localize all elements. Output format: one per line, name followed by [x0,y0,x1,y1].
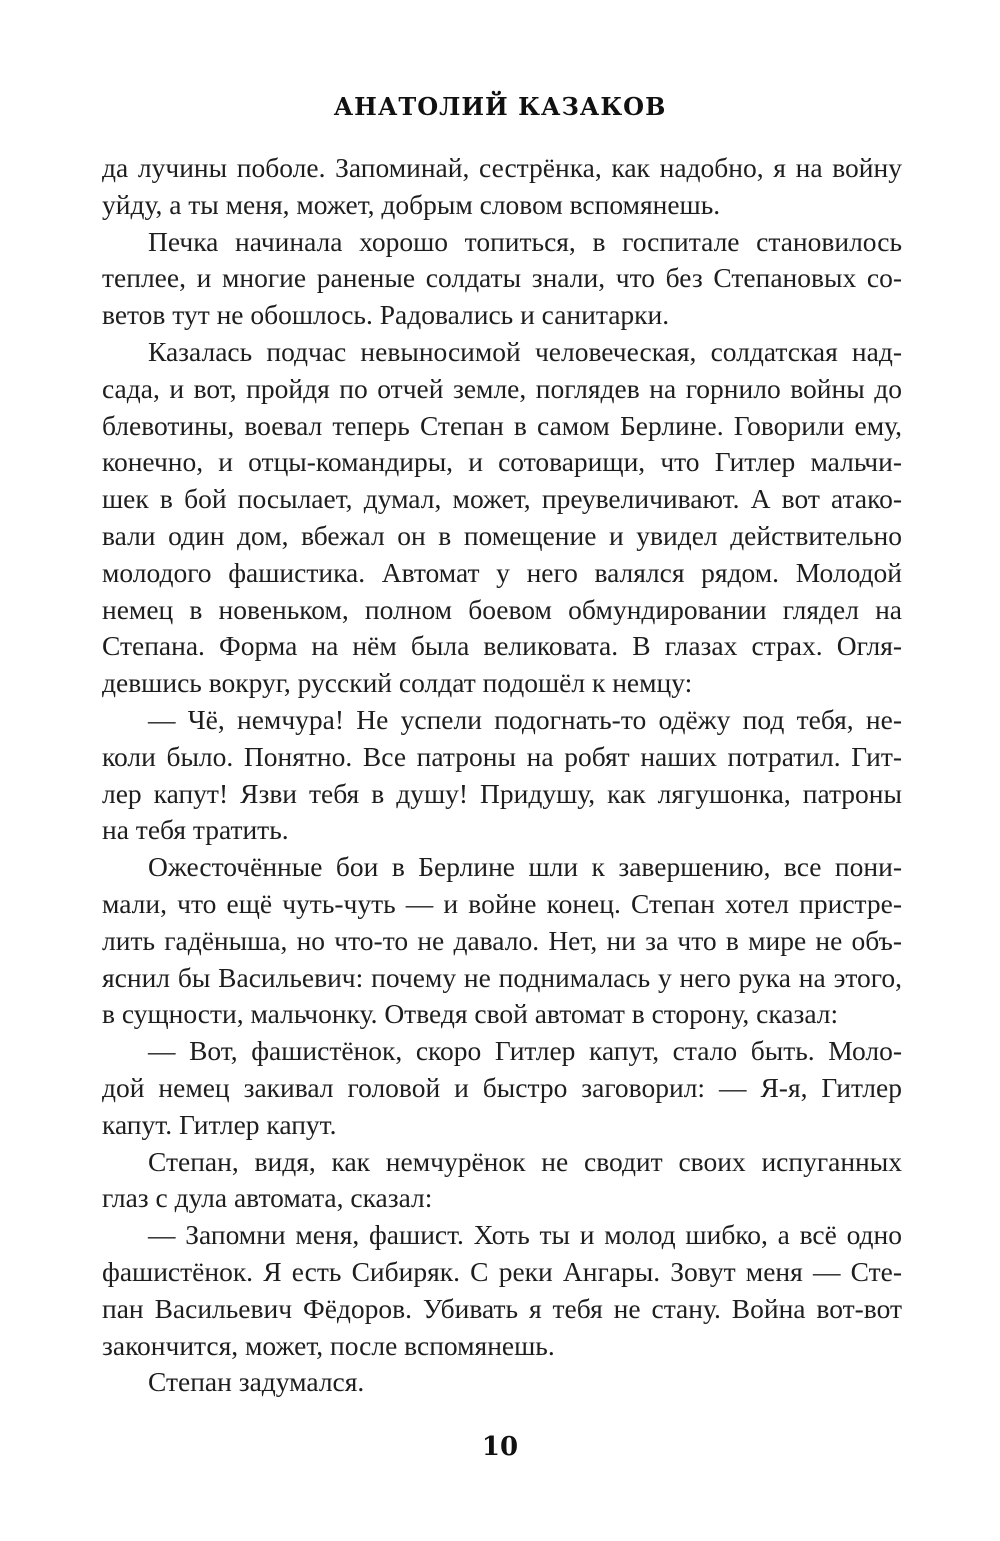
text-line: закончится, может, после вспомянешь. [102,1329,555,1361]
text-line: лить гадёныша, но что-то не давало. Нет, ни за что в мире не объ- [102,924,902,956]
text-line: шек в бой посылает, думал, может, преувеличивают. А вот атако- [102,483,902,515]
text-line: вали один дом, вбежал он в помещение и увидел действительно [102,519,902,551]
text-line: теплее, и многие раненые солдаты знали, что без Степановых со- [102,262,902,294]
text-line: Печка начинала хорошо топиться, в госпитале становилось [148,225,902,257]
body-text [102,150,902,1401]
text-line: сада, и вот, пройдя по отчей земле, поглядев на горнило войны до [102,372,902,404]
paragraph-dialogue [102,1033,902,1143]
text-line: — Запомни меня, фашист. Хоть ты и молод шибко, а всё одно [148,1219,902,1251]
paragraph [102,224,902,334]
text-line: мали, что ещё чуть-чуть — и войне конец. Степан хотел пристре- [102,887,902,919]
text-line: — Вот, фашистёнок, скоро Гитлер капут, стало быть. Моло- [148,1035,902,1067]
paragraph [102,150,902,224]
text-line: Ожесточённые бои в Берлине шли к завершению, все пони- [148,851,902,883]
text-line: немец в новеньком, полном боевом обмундировании глядел на [102,593,902,625]
text-line: блевотины, воевал теперь Степан в самом Берлине. Говорили ему, [102,409,902,441]
text-line: глаз с дула автомата, сказал: [102,1182,433,1214]
text-line: ветов тут не обошлось. Радовались и санитарки. [102,299,670,331]
paragraph-dialogue [102,702,902,849]
text-line: в сущности, мальчонку. Отведя свой автомат в сторону, сказал: [102,998,839,1030]
text-line: молодого фашистика. Автомат у него валялся рядом. Молодой [102,556,902,588]
text-line: фашистёнок. Я есть Сибиряк. С реки Ангары. Зовут меня — Сте- [102,1255,902,1287]
text-line: лер капут! Язви тебя в душу! Придушу, как лягушонка, патроны [102,777,902,809]
paragraph [102,1364,902,1401]
text-line: Степан, видя, как немчурёнок не сводит своих испуганных [148,1145,902,1177]
running-header-author: АНАТОЛИЙ КАЗАКОВ [333,92,667,121]
text-line: да лучины поболе. Запоминай, сестрёнка, как надобно, я на войну [102,152,902,183]
text-line: Степан задумался. [148,1366,365,1398]
text-line: девшись вокруг, русский солдат подошёл к немцу: [102,667,693,699]
paragraph [102,1144,902,1218]
text-line: Казалась подчас невыносимой человеческая, солдатская над- [148,335,902,367]
page-number: 10 [481,1432,519,1462]
paragraph [102,849,902,1033]
text-line: уйду, а ты меня, может, добрым словом вспомянешь. [102,188,721,220]
text-line: Степана. Форма на нём была великовата. В глазах страх. Огля- [102,630,902,662]
text-line: на тебя тратить. [102,814,289,846]
text-line: конечно, и отцы-командиры, и сотоварищи, что Гитлер мальчи- [102,446,902,478]
text-line: капут. Гитлер капут. [102,1108,337,1140]
paragraph-dialogue [102,1217,902,1364]
text-line: коли было. Понятно. Все патроны на робят наших потратил. Гит- [102,740,902,772]
text-line: яснил бы Васильевич: почему не поднималась у него рука на этого, [102,961,902,993]
text-line: пан Васильевич Фёдоров. Убивать я тебя не стану. Война вот-вот [102,1292,902,1324]
paragraph [102,334,902,702]
text-line: дой немец закивал головой и быстро заговорил: — Я-я, Гитлер [102,1071,902,1103]
text-line: — Чё, немчура! Не успели подогнать-то одёжу под тебя, не- [148,703,902,735]
